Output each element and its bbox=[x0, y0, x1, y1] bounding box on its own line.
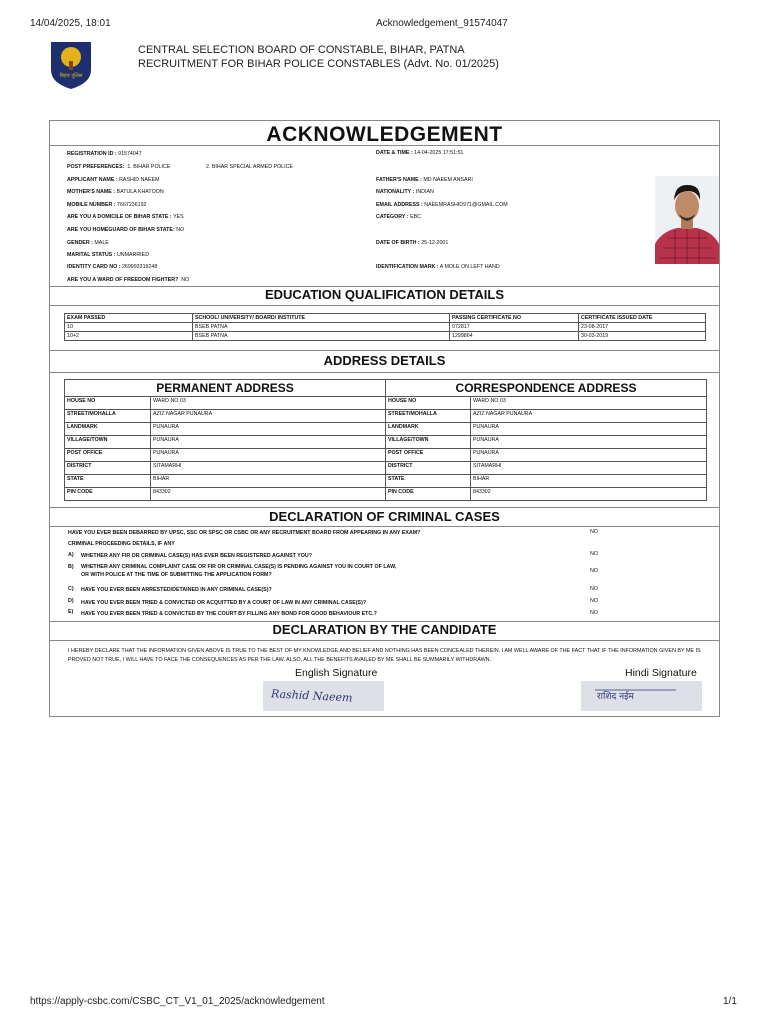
answer-c: NO bbox=[590, 586, 598, 592]
logo-text: बिहार पुलिस bbox=[59, 73, 83, 79]
post-preference-2: 2. BIHAR SPECIAL ARMED POLICE bbox=[206, 164, 293, 170]
table-row bbox=[65, 436, 707, 449]
freedom-fighter-field: ARE YOU A WARD OF FREEDOM FIGHTER? NO bbox=[67, 277, 190, 283]
row-label: HOUSE NO bbox=[65, 397, 151, 410]
marital-status-field: MARITAL STATUS : UNMARRIED bbox=[67, 252, 150, 258]
row-label: VILLAGE/TOWN bbox=[386, 436, 471, 449]
row-label: LANDMARK bbox=[65, 423, 151, 436]
row-value: 843302 bbox=[151, 488, 386, 501]
row-label: DISTRICT bbox=[65, 462, 151, 475]
row-label: POST OFFICE bbox=[386, 449, 471, 462]
registration-id-field: REGISTRATION ID : 91574047 bbox=[67, 151, 142, 157]
english-signature-label: English Signature bbox=[295, 667, 378, 679]
row-value: BIHAR bbox=[471, 475, 707, 488]
table-cell: BSEB PATNA bbox=[193, 332, 450, 341]
address-bottom-divider bbox=[50, 372, 719, 373]
table-cell: 10 bbox=[65, 323, 193, 332]
question-b-line2: OR WITH POLICE AT THE TIME OF SUBMITTING THE APPLICATION FORM? bbox=[81, 572, 272, 578]
row-label: PIN CODE bbox=[65, 488, 151, 501]
applicant-photo bbox=[655, 176, 719, 264]
row-value: PUNAURA bbox=[151, 449, 386, 462]
row-value: AZIZ NAGAR PUNAURA bbox=[471, 410, 707, 423]
gender-field: GENDER : MALE bbox=[67, 240, 109, 246]
print-url: https://apply-csbc.com/CSBC_CT_V1_01_2025/acknowledgement bbox=[30, 996, 325, 1007]
question-d: HAVE YOU EVER BEEN TRIED & CONVICTED OR ACQUITTED BY A COURT OF LAW IN ANY CRIMINAL CASE(S)? bbox=[81, 600, 367, 606]
org-header bbox=[138, 43, 499, 71]
row-label: POST OFFICE bbox=[65, 449, 151, 462]
org-line1: CENTRAL SELECTION BOARD OF CONSTABLE, BIHAR, PATNA bbox=[138, 44, 465, 56]
table-cell: 23-08-2017 bbox=[579, 323, 706, 332]
table-cell: 30-03-2019 bbox=[579, 332, 706, 341]
answer-a: NO bbox=[590, 551, 598, 557]
permanent-address-title: PERMANENT ADDRESS bbox=[65, 380, 386, 397]
row-value: PUNAURA bbox=[151, 436, 386, 449]
org-line2: RECRUITMENT FOR BIHAR POLICE CONSTABLES (Advt. No. 01/2025) bbox=[138, 58, 499, 70]
criminal-section-title: DECLARATION OF CRIMINAL CASES bbox=[269, 509, 500, 524]
print-datetime: 14/04/2025, 18:01 bbox=[30, 18, 111, 29]
address-table bbox=[64, 379, 707, 501]
table-header-row bbox=[65, 314, 706, 323]
education-table bbox=[64, 313, 706, 341]
post-preferences-field: POST PREFERENCES: 1. BIHAR POLICE bbox=[67, 164, 171, 170]
domicile-field: ARE YOU A DOMICILE OF BIHAR STATE : YES bbox=[67, 214, 184, 220]
date-time-field: DATE & TIME : 14-04-2025 17:51:51 bbox=[376, 150, 464, 156]
table-row bbox=[65, 449, 707, 462]
table-cell: 1299864 bbox=[450, 332, 579, 341]
table-row bbox=[65, 423, 707, 436]
dob-field: DATE OF BIRTH : 25-12-2001 bbox=[376, 240, 449, 246]
father-name-field: FATHER'S NAME : MD NAEEM ANSARI bbox=[376, 177, 473, 183]
correspondence-address-title: CORRESPONDENCE ADDRESS bbox=[386, 380, 707, 397]
table-row bbox=[65, 332, 706, 341]
identity-card-field: IDENTITY CARD NO : 269993319248 bbox=[67, 264, 158, 270]
column-header: SCHOOL/ UNIVERSITY/ BOARD/ INSTITUTE bbox=[193, 314, 450, 323]
title-divider bbox=[50, 145, 719, 146]
question-c: HAVE YOU EVER BEEN ARRESTED/DETAINED IN ANY CRIMINAL CASE(S)? bbox=[81, 587, 272, 593]
homeguard-field: ARE YOU HOMEGUARD OF BIHAR STATE: NO bbox=[67, 227, 185, 233]
candidate-bottom-divider bbox=[50, 640, 719, 641]
answer-e: NO bbox=[590, 610, 598, 616]
hindi-signature-label: Hindi Signature bbox=[625, 667, 697, 679]
debarred-question: HAVE YOU EVER BEEN DEBARRED BY UPSC, SSC OR SPSC OR CSBC OR ANY RECRUITMENT BOARD FROM APPEARING IN ANY EXAM? bbox=[68, 530, 421, 536]
row-label: STREET/MOHALLA bbox=[65, 410, 151, 423]
table-cell: 072817 bbox=[450, 323, 579, 332]
row-value: SITAMARHI bbox=[471, 462, 707, 475]
table-row bbox=[65, 475, 707, 488]
row-value: PUNAURA bbox=[471, 423, 707, 436]
row-value: PUNAURA bbox=[471, 436, 707, 449]
hindi-signature-image bbox=[581, 681, 702, 711]
question-letter: A) bbox=[68, 552, 74, 558]
table-row bbox=[65, 323, 706, 332]
row-label: PIN CODE bbox=[386, 488, 471, 501]
english-signature-text: Rashid Naeem bbox=[270, 687, 353, 705]
debarred-answer: NO bbox=[590, 529, 598, 535]
row-label: LANDMARK bbox=[386, 423, 471, 436]
candidate-section-title: DECLARATION BY THE CANDIDATE bbox=[272, 622, 497, 637]
criminal-top-divider bbox=[50, 507, 719, 508]
mother-name-field: MOTHER'S NAME : BATULA KHATOON bbox=[67, 189, 164, 195]
identification-mark-field: IDENTIFICATION MARK : A MOLE ON LEFT HAND bbox=[376, 264, 500, 270]
acknowledgement-title: ACKNOWLEDGEMENT bbox=[266, 123, 503, 146]
row-value: PUNAURA bbox=[471, 449, 707, 462]
row-value: BIHAR bbox=[151, 475, 386, 488]
row-value: 843302 bbox=[471, 488, 707, 501]
question-letter: B) bbox=[68, 564, 74, 570]
table-row bbox=[65, 462, 707, 475]
table-row bbox=[65, 397, 707, 410]
category-field: CATEGORY : EBC bbox=[376, 214, 421, 220]
email-field: EMAIL ADDRESS : NAEEMRASHID971@GMAIL.COM bbox=[376, 202, 508, 208]
question-letter: D) bbox=[68, 598, 74, 604]
row-label: DISTRICT bbox=[386, 462, 471, 475]
criminal-bottom-divider bbox=[50, 526, 719, 527]
address-header-row bbox=[65, 380, 707, 397]
row-label: STREET/MOHALLA bbox=[386, 410, 471, 423]
question-a: WHETHER ANY FIR OR CRIMINAL CASE(S) HAS EVER BEEN REGISTERED AGAINST YOU? bbox=[81, 553, 312, 559]
row-value: SITAMARHI bbox=[151, 462, 386, 475]
row-label: STATE bbox=[65, 475, 151, 488]
row-label: HOUSE NO bbox=[386, 397, 471, 410]
proceeding-label: CRIMINAL PROCEEDING DETAILS, IF ANY bbox=[68, 541, 175, 547]
column-header: EXAM PASSED bbox=[65, 314, 193, 323]
question-letter: E) bbox=[68, 609, 74, 615]
nationality-field: NATIONALITY : INDIAN bbox=[376, 189, 434, 195]
bihar-police-logo-icon bbox=[48, 40, 94, 90]
table-row bbox=[65, 488, 707, 501]
row-value: WARD NO 03 bbox=[151, 397, 386, 410]
column-header: PASSING CERTIFICATE NO bbox=[450, 314, 579, 323]
row-value: WARD NO 03 bbox=[471, 397, 707, 410]
mobile-number-field: MOBILE NUMBER : 7667236192 bbox=[67, 202, 147, 208]
column-header: CERTIFICATE ISSUED DATE bbox=[579, 314, 706, 323]
answer-d: NO bbox=[590, 598, 598, 604]
row-value: PUNAURA bbox=[151, 423, 386, 436]
table-row bbox=[65, 410, 707, 423]
question-b-line1: WHETHER ANY CRIMINAL COMPLAINT CASE OR FIR OR CRIMINAL CASE(S) IS PENDING AGAINST YOU IN COURT OF LAW, bbox=[81, 564, 397, 570]
applicant-name-field: APPLICANT NAME : RASHID NAEEM bbox=[67, 177, 160, 183]
declaration-text: I HEREBY DECLARE THAT THE INFORMATION GIVEN ABOVE IS TRUE TO THE BEST OF MY KNOWLEDGE AND BELIEF AND NOTHING HAS BEEN CONCEALED THEREIN. I AM WELL AWARE OF THE FACT THAT IF THE INFORMATION GIVEN BY ME IS PROVED NOT TRUE, I WILL HAVE TO FACE THE CONSEQUENCES AS PER THE LAW. ALSO, ALL THE BENEFITS AVAILED BY ME SHALL BE SUMMARILY WITHDRAWN. bbox=[68, 648, 701, 663]
row-value: AZIZ NAGAR PUNAURA bbox=[151, 410, 386, 423]
table-cell: 10+2 bbox=[65, 332, 193, 341]
address-section-title: ADDRESS DETAILS bbox=[323, 353, 446, 368]
print-doc-title: Acknowledgement_91574047 bbox=[376, 18, 508, 29]
answer-b: NO bbox=[590, 568, 598, 574]
question-letter: C) bbox=[68, 586, 74, 592]
education-section-title: EDUCATION QUALIFICATION DETAILS bbox=[264, 287, 505, 302]
print-page-number: 1/1 bbox=[723, 996, 737, 1007]
row-label: STATE bbox=[386, 475, 471, 488]
acknowledgement-card bbox=[49, 120, 720, 717]
hindi-signature-text: राशिद नईम bbox=[597, 692, 634, 702]
table-cell: BSEB PATNA bbox=[193, 323, 450, 332]
address-top-divider bbox=[50, 350, 719, 351]
education-bottom-divider bbox=[50, 305, 719, 306]
row-label: VILLAGE/TOWN bbox=[65, 436, 151, 449]
question-e: HAVE YOU EVER BEEN TRIED & CONVICTED BY THE COURT BY FILLING ANY BOND FOR GOOD BEHAVIOUR ETC.? bbox=[81, 611, 377, 617]
english-signature-image bbox=[263, 681, 384, 711]
